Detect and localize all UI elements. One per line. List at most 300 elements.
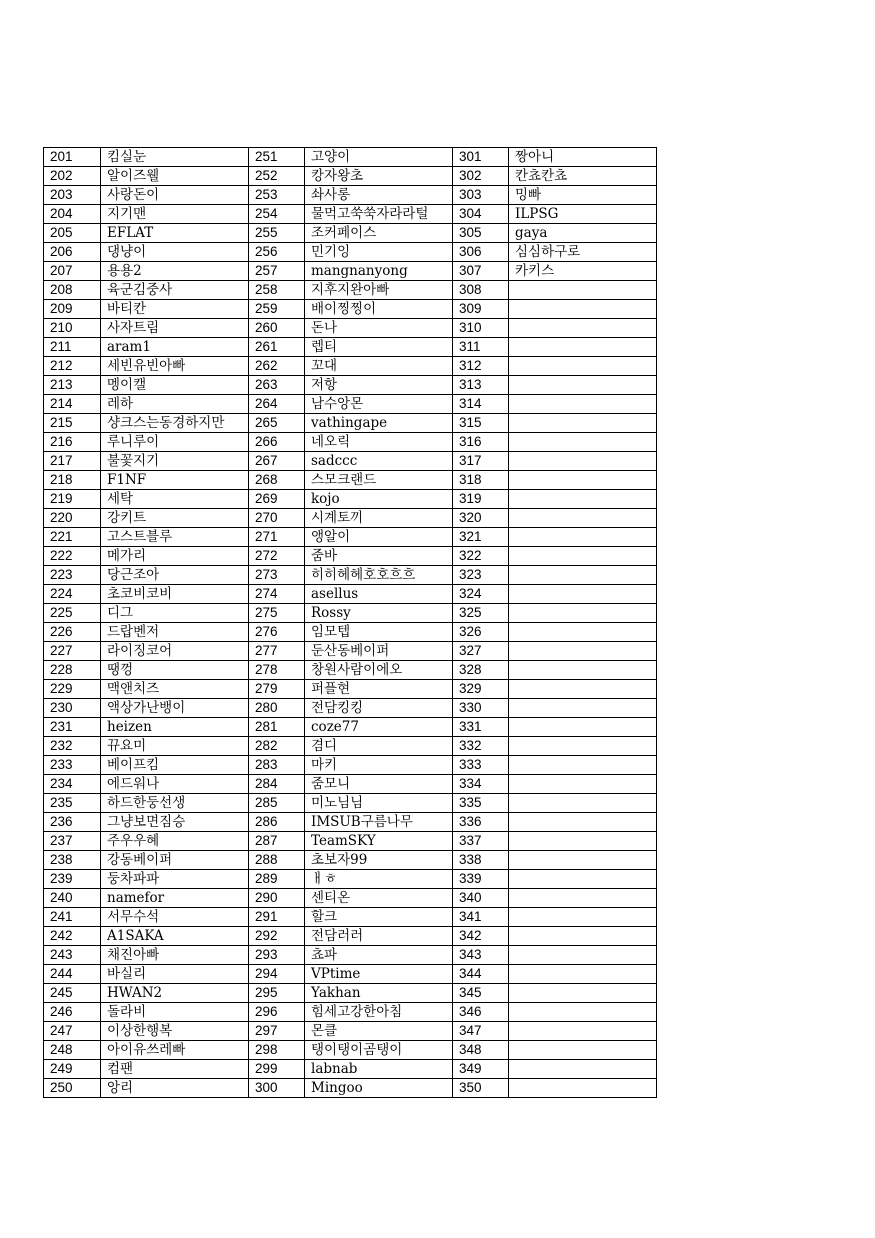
entry-name: 할크 xyxy=(305,908,453,927)
table-row xyxy=(44,927,657,946)
entry-name: 마키 xyxy=(305,756,453,775)
entry-name xyxy=(509,908,657,927)
entry-number: 207 xyxy=(44,262,101,281)
entry-number: 293 xyxy=(249,946,305,965)
entry-number: 226 xyxy=(44,623,101,642)
entry-number: 215 xyxy=(44,414,101,433)
entry-name: 고스트블루 xyxy=(101,528,249,547)
entry-name: 바티칸 xyxy=(101,300,249,319)
entry-name: 불꽃지기 xyxy=(101,452,249,471)
entry-name xyxy=(509,642,657,661)
entry-number: 325 xyxy=(453,604,509,623)
entry-number: 216 xyxy=(44,433,101,452)
entry-number: 235 xyxy=(44,794,101,813)
participant-table xyxy=(43,147,657,1098)
entry-name: 짱아니 xyxy=(509,148,657,167)
table-row xyxy=(44,680,657,699)
entry-name xyxy=(509,756,657,775)
entry-number: 312 xyxy=(453,357,509,376)
table-row xyxy=(44,1003,657,1022)
entry-number: 255 xyxy=(249,224,305,243)
table-row xyxy=(44,737,657,756)
entry-number: 349 xyxy=(453,1060,509,1079)
entry-name: 킴실눈 xyxy=(101,148,249,167)
entry-number: 307 xyxy=(453,262,509,281)
entry-name xyxy=(509,490,657,509)
entry-number: 243 xyxy=(44,946,101,965)
entry-name: 앵알이 xyxy=(305,528,453,547)
entry-name: 힘세고강한아침 xyxy=(305,1003,453,1022)
entry-number: 333 xyxy=(453,756,509,775)
entry-name xyxy=(509,452,657,471)
entry-number: 304 xyxy=(453,205,509,224)
entry-number: 337 xyxy=(453,832,509,851)
entry-name xyxy=(509,623,657,642)
entry-number: 213 xyxy=(44,376,101,395)
entry-name: 캉자왕초 xyxy=(305,167,453,186)
entry-number: 259 xyxy=(249,300,305,319)
entry-number: 244 xyxy=(44,965,101,984)
entry-number: 204 xyxy=(44,205,101,224)
entry-number: 238 xyxy=(44,851,101,870)
entry-number: 262 xyxy=(249,357,305,376)
table-row xyxy=(44,205,657,224)
entry-number: 218 xyxy=(44,471,101,490)
entry-name xyxy=(509,433,657,452)
entry-name xyxy=(509,661,657,680)
entry-number: 251 xyxy=(249,148,305,167)
entry-name: 몬클 xyxy=(305,1022,453,1041)
entry-number: 273 xyxy=(249,566,305,585)
entry-number: 303 xyxy=(453,186,509,205)
entry-number: 335 xyxy=(453,794,509,813)
entry-number: 346 xyxy=(453,1003,509,1022)
entry-name xyxy=(509,927,657,946)
entry-name: 이상한행복 xyxy=(101,1022,249,1041)
entry-name xyxy=(509,1079,657,1098)
table-row xyxy=(44,870,657,889)
entry-name: 세빈유빈아빠 xyxy=(101,357,249,376)
entry-name: 겸디 xyxy=(305,737,453,756)
entry-number: 220 xyxy=(44,509,101,528)
entry-name: ㅐㅎ xyxy=(305,870,453,889)
entry-name xyxy=(509,414,657,433)
entry-number: 254 xyxy=(249,205,305,224)
entry-number: 221 xyxy=(44,528,101,547)
entry-name xyxy=(509,338,657,357)
entry-number: 223 xyxy=(44,566,101,585)
entry-name: 지기맨 xyxy=(101,205,249,224)
entry-name xyxy=(509,357,657,376)
entry-name xyxy=(509,870,657,889)
table-row xyxy=(44,699,657,718)
entry-name: VPtime xyxy=(305,965,453,984)
entry-name xyxy=(509,1003,657,1022)
entry-name: 멩이캘 xyxy=(101,376,249,395)
entry-name xyxy=(509,528,657,547)
entry-number: 208 xyxy=(44,281,101,300)
entry-number: 267 xyxy=(249,452,305,471)
entry-number: 315 xyxy=(453,414,509,433)
entry-name: 땡껑 xyxy=(101,661,249,680)
entry-number: 275 xyxy=(249,604,305,623)
entry-name: 앙리 xyxy=(101,1079,249,1098)
entry-name: 임모텝 xyxy=(305,623,453,642)
entry-number: 210 xyxy=(44,319,101,338)
table-row xyxy=(44,224,657,243)
entry-name: 전담킹킹 xyxy=(305,699,453,718)
entry-name: 줌모니 xyxy=(305,775,453,794)
entry-number: 279 xyxy=(249,680,305,699)
entry-number: 334 xyxy=(453,775,509,794)
entry-number: 228 xyxy=(44,661,101,680)
entry-number: 219 xyxy=(44,490,101,509)
entry-number: 348 xyxy=(453,1041,509,1060)
entry-name xyxy=(509,851,657,870)
entry-number: 233 xyxy=(44,756,101,775)
entry-number: 263 xyxy=(249,376,305,395)
entry-number: 289 xyxy=(249,870,305,889)
table-row xyxy=(44,642,657,661)
entry-name: 창원사람이에오 xyxy=(305,661,453,680)
entry-name: coze77 xyxy=(305,718,453,737)
entry-name: 세탁 xyxy=(101,490,249,509)
entry-number: 342 xyxy=(453,927,509,946)
entry-number: 287 xyxy=(249,832,305,851)
entry-name: 댕냥이 xyxy=(101,243,249,262)
entry-number: 264 xyxy=(249,395,305,414)
table-row xyxy=(44,395,657,414)
entry-number: 338 xyxy=(453,851,509,870)
entry-name xyxy=(509,566,657,585)
table-row xyxy=(44,1060,657,1079)
entry-number: 229 xyxy=(44,680,101,699)
entry-number: 344 xyxy=(453,965,509,984)
table-row xyxy=(44,509,657,528)
table-row xyxy=(44,319,657,338)
entry-number: 332 xyxy=(453,737,509,756)
table-row xyxy=(44,813,657,832)
entry-name: 서무수석 xyxy=(101,908,249,927)
entry-number: 257 xyxy=(249,262,305,281)
entry-name: 조커페이스 xyxy=(305,224,453,243)
table-row xyxy=(44,984,657,1003)
entry-number: 283 xyxy=(249,756,305,775)
entry-name xyxy=(509,376,657,395)
entry-number: 316 xyxy=(453,433,509,452)
table-row xyxy=(44,148,657,167)
entry-number: 201 xyxy=(44,148,101,167)
entry-number: 253 xyxy=(249,186,305,205)
entry-number: 250 xyxy=(44,1079,101,1098)
entry-name xyxy=(509,1022,657,1041)
entry-number: 285 xyxy=(249,794,305,813)
entry-name: 고양이 xyxy=(305,148,453,167)
entry-number: 299 xyxy=(249,1060,305,1079)
entry-name: mangnanyong xyxy=(305,262,453,281)
entry-name: 둔산동베이퍼 xyxy=(305,642,453,661)
entry-name: 탱이탱이곰탱이 xyxy=(305,1041,453,1060)
entry-name: ILPSG xyxy=(509,205,657,224)
entry-name: 민기잉 xyxy=(305,243,453,262)
table-row xyxy=(44,1022,657,1041)
entry-name: 디그 xyxy=(101,604,249,623)
entry-name: A1SAKA xyxy=(101,927,249,946)
entry-number: 217 xyxy=(44,452,101,471)
entry-number: 248 xyxy=(44,1041,101,1060)
entry-number: 282 xyxy=(249,737,305,756)
entry-name xyxy=(509,946,657,965)
entry-name: vathingape xyxy=(305,414,453,433)
table-row xyxy=(44,832,657,851)
entry-number: 288 xyxy=(249,851,305,870)
entry-number: 230 xyxy=(44,699,101,718)
table-row xyxy=(44,604,657,623)
entry-name: 퍼플현 xyxy=(305,680,453,699)
entry-number: 314 xyxy=(453,395,509,414)
table-row xyxy=(44,851,657,870)
entry-name xyxy=(509,585,657,604)
entry-name: 하드한둥선생 xyxy=(101,794,249,813)
entry-name: 초보자99 xyxy=(305,851,453,870)
entry-name: 강키트 xyxy=(101,509,249,528)
entry-name: 물먹고쑥쑥자라라털 xyxy=(305,205,453,224)
entry-name: Rossy xyxy=(305,604,453,623)
table-row xyxy=(44,1041,657,1060)
entry-name: TeamSKY xyxy=(305,832,453,851)
entry-number: 242 xyxy=(44,927,101,946)
entry-number: 350 xyxy=(453,1079,509,1098)
entry-number: 331 xyxy=(453,718,509,737)
entry-number: 327 xyxy=(453,642,509,661)
entry-number: 249 xyxy=(44,1060,101,1079)
table-row xyxy=(44,376,657,395)
entry-number: 330 xyxy=(453,699,509,718)
entry-name: 스모크랜드 xyxy=(305,471,453,490)
entry-number: 298 xyxy=(249,1041,305,1060)
entry-name xyxy=(509,300,657,319)
table-row xyxy=(44,471,657,490)
entry-number: 211 xyxy=(44,338,101,357)
entry-name xyxy=(509,395,657,414)
entry-number: 310 xyxy=(453,319,509,338)
entry-number: 269 xyxy=(249,490,305,509)
table-row xyxy=(44,965,657,984)
table-row xyxy=(44,661,657,680)
entry-number: 347 xyxy=(453,1022,509,1041)
entry-name: 루니루이 xyxy=(101,433,249,452)
entry-name: sadccc xyxy=(305,452,453,471)
entry-name: 용용2 xyxy=(101,262,249,281)
entry-number: 301 xyxy=(453,148,509,167)
entry-name: 드랍벤저 xyxy=(101,623,249,642)
entry-number: 258 xyxy=(249,281,305,300)
table-row xyxy=(44,908,657,927)
entry-number: 306 xyxy=(453,243,509,262)
entry-number: 270 xyxy=(249,509,305,528)
table-row xyxy=(44,1079,657,1098)
entry-name: EFLAT xyxy=(101,224,249,243)
table-row xyxy=(44,300,657,319)
entry-number: 241 xyxy=(44,908,101,927)
entry-name xyxy=(509,1041,657,1060)
entry-name: 렙티 xyxy=(305,338,453,357)
entry-number: 231 xyxy=(44,718,101,737)
entry-name: 솨사롱 xyxy=(305,186,453,205)
entry-name: 아이유쓰레빠 xyxy=(101,1041,249,1060)
entry-number: 214 xyxy=(44,395,101,414)
entry-number: 328 xyxy=(453,661,509,680)
entry-name: 당근조아 xyxy=(101,566,249,585)
entry-number: 247 xyxy=(44,1022,101,1041)
entry-name: 맥앤치즈 xyxy=(101,680,249,699)
entry-name: 카키스 xyxy=(509,262,657,281)
entry-number: 321 xyxy=(453,528,509,547)
entry-number: 209 xyxy=(44,300,101,319)
entry-name: 메가리 xyxy=(101,547,249,566)
entry-name: 돈나 xyxy=(305,319,453,338)
entry-number: 323 xyxy=(453,566,509,585)
entry-name: 심심하구로 xyxy=(509,243,657,262)
entry-number: 276 xyxy=(249,623,305,642)
entry-number: 268 xyxy=(249,471,305,490)
table-body xyxy=(44,148,657,1098)
entry-number: 202 xyxy=(44,167,101,186)
entry-name: labnab xyxy=(305,1060,453,1079)
entry-name: heizen xyxy=(101,718,249,737)
entry-name: 전담러러 xyxy=(305,927,453,946)
entry-number: 318 xyxy=(453,471,509,490)
table-row xyxy=(44,623,657,642)
table-row xyxy=(44,528,657,547)
entry-name xyxy=(509,509,657,528)
entry-number: 271 xyxy=(249,528,305,547)
entry-number: 240 xyxy=(44,889,101,908)
entry-number: 232 xyxy=(44,737,101,756)
entry-number: 272 xyxy=(249,547,305,566)
entry-name: 돌라비 xyxy=(101,1003,249,1022)
entry-name xyxy=(509,984,657,1003)
entry-name: 라이징코어 xyxy=(101,642,249,661)
table-row xyxy=(44,338,657,357)
table-row xyxy=(44,718,657,737)
entry-number: 292 xyxy=(249,927,305,946)
entry-name: 미노님님 xyxy=(305,794,453,813)
entry-name: 둥차파파 xyxy=(101,870,249,889)
entry-number: 246 xyxy=(44,1003,101,1022)
entry-name: 히히헤헤호호흐흐 xyxy=(305,566,453,585)
entry-name: 컴팬 xyxy=(101,1060,249,1079)
entry-name: 지후지완아빠 xyxy=(305,281,453,300)
entry-name: 알이즈웰 xyxy=(101,167,249,186)
entry-name: 밍빠 xyxy=(509,186,657,205)
entry-number: 322 xyxy=(453,547,509,566)
entry-name: 에드워나 xyxy=(101,775,249,794)
entry-number: 308 xyxy=(453,281,509,300)
entry-number: 265 xyxy=(249,414,305,433)
entry-name: 샹크스는동경하지만 xyxy=(101,414,249,433)
entry-name: 배이찡찡이 xyxy=(305,300,453,319)
entry-name xyxy=(509,604,657,623)
entry-number: 227 xyxy=(44,642,101,661)
entry-name: 그냥보면짐승 xyxy=(101,813,249,832)
entry-name xyxy=(509,680,657,699)
entry-number: 281 xyxy=(249,718,305,737)
entry-name: F1NF xyxy=(101,471,249,490)
entry-name xyxy=(509,737,657,756)
entry-number: 274 xyxy=(249,585,305,604)
entry-number: 206 xyxy=(44,243,101,262)
entry-number: 317 xyxy=(453,452,509,471)
entry-number: 305 xyxy=(453,224,509,243)
entry-number: 224 xyxy=(44,585,101,604)
entry-name: 꼬대 xyxy=(305,357,453,376)
entry-number: 345 xyxy=(453,984,509,1003)
entry-name xyxy=(509,718,657,737)
entry-name xyxy=(509,794,657,813)
table-row xyxy=(44,414,657,433)
entry-name: 사자트림 xyxy=(101,319,249,338)
entry-number: 260 xyxy=(249,319,305,338)
entry-number: 324 xyxy=(453,585,509,604)
entry-number: 284 xyxy=(249,775,305,794)
entry-number: 300 xyxy=(249,1079,305,1098)
entry-number: 239 xyxy=(44,870,101,889)
entry-number: 277 xyxy=(249,642,305,661)
entry-number: 225 xyxy=(44,604,101,623)
table-row xyxy=(44,186,657,205)
entry-number: 297 xyxy=(249,1022,305,1041)
entry-name: 남수앙몬 xyxy=(305,395,453,414)
table-row xyxy=(44,452,657,471)
entry-name xyxy=(509,889,657,908)
entry-number: 212 xyxy=(44,357,101,376)
entry-name: 레하 xyxy=(101,395,249,414)
entry-name xyxy=(509,281,657,300)
entry-name: asellus xyxy=(305,585,453,604)
table-row xyxy=(44,357,657,376)
entry-name: aram1 xyxy=(101,338,249,357)
entry-name: 칸쵸칸쵸 xyxy=(509,167,657,186)
table-row xyxy=(44,281,657,300)
entry-number: 236 xyxy=(44,813,101,832)
entry-number: 237 xyxy=(44,832,101,851)
entry-number: 320 xyxy=(453,509,509,528)
entry-number: 286 xyxy=(249,813,305,832)
table-row xyxy=(44,756,657,775)
entry-number: 290 xyxy=(249,889,305,908)
entry-name: gaya xyxy=(509,224,657,243)
entry-number: 341 xyxy=(453,908,509,927)
table-row xyxy=(44,775,657,794)
entry-number: 313 xyxy=(453,376,509,395)
entry-name: kojo xyxy=(305,490,453,509)
entry-name: 채진아빠 xyxy=(101,946,249,965)
entry-name xyxy=(509,547,657,566)
entry-name: 초코비코비 xyxy=(101,585,249,604)
entry-number: 340 xyxy=(453,889,509,908)
entry-number: 261 xyxy=(249,338,305,357)
entry-number: 296 xyxy=(249,1003,305,1022)
table-row xyxy=(44,946,657,965)
table-row xyxy=(44,566,657,585)
entry-number: 295 xyxy=(249,984,305,1003)
entry-number: 256 xyxy=(249,243,305,262)
entry-name: 센티온 xyxy=(305,889,453,908)
entry-number: 329 xyxy=(453,680,509,699)
entry-number: 294 xyxy=(249,965,305,984)
entry-name xyxy=(509,775,657,794)
